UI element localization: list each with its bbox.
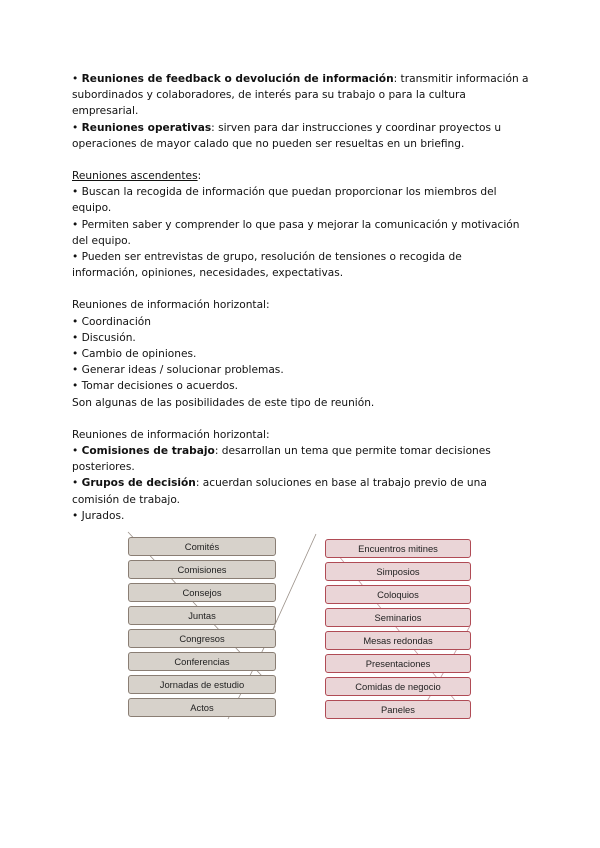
heading-horizontal-2: Reuniones de información horizontal: <box>72 428 270 441</box>
bullet: • <box>72 477 82 490</box>
term-grupos: Grupos de decisión <box>81 477 196 490</box>
left-box-actos: Actos <box>128 698 276 717</box>
paragraph-comisiones: • Comisiones de trabajo: desarrollan un tema que permite tomar decisiones posteriores. <box>72 445 491 474</box>
list-item: • Tomar decisiones o acuerdos. <box>72 380 239 393</box>
left-box-juntas: Juntas <box>128 606 276 625</box>
right-box-comidas: Comidas de negocio <box>325 677 471 696</box>
bullet: • <box>72 445 82 458</box>
right-box-paneles: Paneles <box>325 700 471 719</box>
left-box-conferencias: Conferencias <box>128 652 276 671</box>
list-item: • Generar ideas / solucionar problemas. <box>72 364 284 377</box>
left-box-consejos: Consejos <box>128 583 276 602</box>
list-item: • Coordinación <box>72 315 151 328</box>
term-comisiones: Comisiones de trabajo <box>81 445 215 458</box>
right-box-coloquios: Coloquios <box>325 585 471 604</box>
list-item: • Pueden ser entrevistas de grupo, resolución de tensiones o recogida de información, opiniones, necesidades, expectativas. <box>72 251 462 280</box>
left-box-comites: Comités <box>128 537 276 556</box>
right-box-mesas: Mesas redondas <box>325 631 471 650</box>
left-box-comisiones: Comisiones <box>128 560 276 579</box>
term-feedback: Reuniones de feedback o devolución de información <box>81 73 394 85</box>
right-box-seminarios: Seminarios <box>325 608 471 627</box>
paragraph-feedback: • Reuniones de feedback o devolución de información: transmitir información a subordinados y colaboradores, de interés para su trabajo o para la cultura empresarial. <box>72 73 529 118</box>
right-box-presentaciones: Presentaciones <box>325 654 471 673</box>
term-operativas: Reuniones operativas <box>81 121 212 134</box>
bullet: • <box>72 73 82 85</box>
left-box-jornadas: Jornadas de estudio <box>128 675 276 694</box>
list-item: • Buscan la recogida de información que puedan proporcionar los miembros del equipo. <box>72 186 497 215</box>
heading-ascendentes: Reuniones ascendentes: <box>72 170 202 183</box>
list-item: • Jurados. <box>72 509 125 522</box>
right-box-simposios: Simposios <box>325 562 471 581</box>
left-box-congresos: Congresos <box>128 629 276 648</box>
list-item: • Permiten saber y comprender lo que pasa y mejorar la comunicación y motivación del equipo. <box>72 218 520 247</box>
paragraph-grupos: • Grupos de decisión: acuerdan soluciones en base al trabajo previo de una comisión de trabajo. <box>72 477 487 506</box>
heading-horizontal-1: Reuniones de información horizontal: <box>72 299 270 312</box>
list-item: • Discusión. <box>72 331 136 344</box>
closing-sentence: Son algunas de las posibilidades de este tipo de reunión. <box>72 396 375 409</box>
bullet: • <box>72 121 82 134</box>
list-item: • Cambio de opiniones. <box>72 348 197 361</box>
paragraph-operativas: • Reuniones operativas: sirven para dar instrucciones y coordinar proyectos u operaciones de mayor calado que no pueden ser resueltas en un briefing. <box>72 121 502 150</box>
right-box-encuentros: Encuentros mitines <box>325 539 471 558</box>
